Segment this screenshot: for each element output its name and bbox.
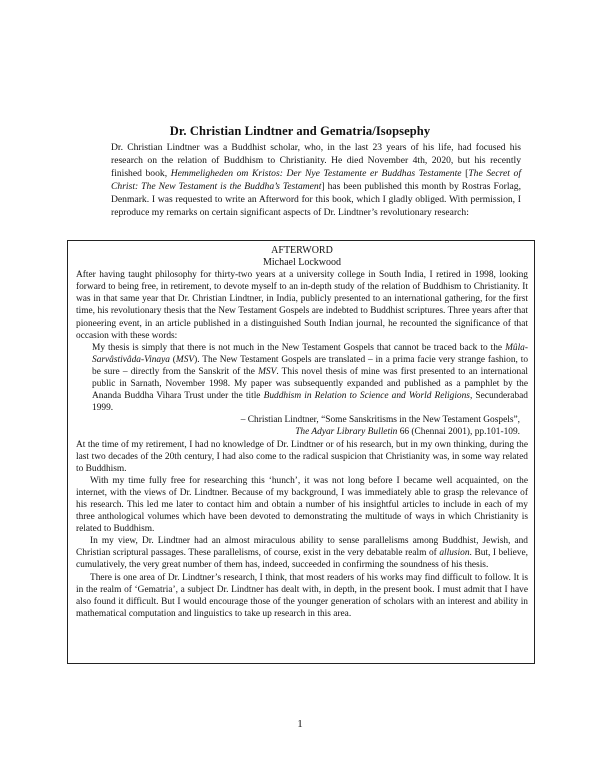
- source-journal: The Adyar Library Bulletin: [295, 427, 398, 438]
- book-title-english: The Secret of Christ: The New Testament is the Buddha’s Testament: [111, 168, 521, 192]
- quote-book-title: Buddhism in Relation to Science and World Religions: [263, 391, 470, 402]
- page-number: 1: [297, 718, 303, 730]
- quote-text-c: . This novel thesis of mine was first presented to an international public in Sarnath, November 1998. My paper was subsequently expanded and published as a pamphlet by the Ananda Buddha Vihara Trust under the title: [92, 366, 528, 402]
- intro-paragraph: Dr. Christian Lindtner was a Buddhist scholar, who, in the last 23 years of his life, had focused his research on the relation of Buddhism to Christianity. He died November 4th, 2020, but his recently finished book, Hemmeligheden om Kristos: Der Nye Testamente er Buddhas Testamente [The Secret of Christ: The New Testament is the Buddha’s Testament] has been published this month by Rostras Forlag, Denmark. I was requested to write an Afterword for this book, which I gladly obliged. With permission, I reproduce my remarks on certain significant aspects of Dr. Lindtner’s revolutionary research:: [111, 142, 521, 218]
- afterword-box: [67, 240, 535, 664]
- quote-msv-abbr: MSV: [175, 354, 195, 365]
- quote-source-line-2: [76, 426, 520, 438]
- quote-text-b: ). The New Testament Gospels are translated – in a prima facie very strange fashion, to be sure – directly from the Sanskrit of the: [92, 354, 529, 377]
- para4-text-b: . But, I believe, cumulatively, the very great number of them has, indeed, succeeded in confirming the soundness of his thesis.: [76, 548, 528, 571]
- quote-source-line-1: – Christian Lindtner, “Some Sanskritisms in the New Testament Gospels”,: [240, 415, 520, 426]
- afterword-paragraph-2: At the time of my retirement, I had no knowledge of Dr. Lindtner or of his research, but in my own thinking, during the last two decades of the 20th century, I had also come to the radical suspicion that Christianity was, in some way related to Buddhism.: [76, 439, 528, 474]
- source-details: 66 (Chennai 2001), pp.101-109.: [397, 427, 520, 438]
- afterword-author: Michael Lockwood: [262, 257, 342, 269]
- afterword-paragraph-3: With my time fully free for researching this ‘hunch’, it was not long before I became well acquainted, on the internet, with the views of Dr. Lindtner. Because of my background, I was immediately able to grasp the relevance of his research. This led me later to contact him and obtain a number of his insightful articles to include in each of my three anthological volumes which have been devoted to demonstrating the multitude of ways in which Christianity is related to Buddhism.: [76, 475, 528, 535]
- quote-text-a: My thesis is simply that there is not much in the New Testament Gospels that cannot be traced back to the: [92, 342, 506, 353]
- afterword-paragraph-1: After having taught philosophy for thirty-two years at a university college in South India, I retired in 1998, looking forward to being free, in retirement, to devote myself to an in-depth study of the relation of Buddhism to Christianity. It was in that same year that Dr. Christian Lindtner, in India, publicly presented to an international gathering, for the first time, his revolutionary thesis that the New Testament Gospels are indebted to Buddhist scriptures. Three years after that pioneering event, in an article published in a distinguished South Indian journal, he recounted the significance of that occasion with these words:: [76, 270, 528, 341]
- intro-text-1: Dr. Christian Lindtner was a Buddhist scholar, who, in the last 23 years of his life, had focused his research on the relation of Buddhism to Christianity. He died November 4th, 2020, but his recently finished book,: [111, 142, 521, 179]
- block-quote: My thesis is simply that there is not much in the New Testament Gospels that cannot be traced back to the Mûla-Sarvâstivâda-Vinaya (MSV). The New Testament Gospels are translated – in a prima facie very strange fashion, to be sure – directly from the Sanskrit of the MSV. This novel thesis of mine was first presented to an international public in Sarnath, November 1998. My paper was subsequently expanded and published as a pamphlet by the Ananda Buddha Vihara Trust under the title Buddhism in Relation to Science and World Religions, Secunderabad 1999.: [92, 342, 529, 414]
- afterword-heading: AFTERWORD: [271, 245, 333, 256]
- intro-text-2: has been published this month by Rostras Forlag, Denmark. I was requested to write an Afterword for this book, which I gladly obliged. With permission, I reproduce my remarks on certain significant aspects of Dr. Lindtner’s revolutionary research:: [111, 181, 521, 218]
- quote-msv-abbr-2: MSV: [258, 366, 277, 377]
- page-title: Dr. Christian Lindtner and Gematria/Isopsephy: [169, 124, 431, 138]
- para4-text-a: In my view, Dr. Lindtner had an almost miraculous ability to sense parallelisms among Buddhist, Jewish, and Christian scriptural passages. These parallelisms, of course, exist in the very debatable realm of: [76, 536, 528, 559]
- afterword-paragraph-5: There is one area of Dr. Lindtner’s research, I think, that most readers of his works may find difficult to follow. It is in the realm of ‘Gematria’, a subject Dr. Lindtner has dealt with, in depth, in the present book. I must admit that I have also found it difficult. But I would encourage those of the younger generation of scholars with an interest and ability in mathematical computation and linguistics to take up research in this area.: [76, 572, 528, 619]
- book-title-danish: Hemmeligheden om Kristos: Der Nye Testamente er Buddhas Testamente: [170, 168, 462, 179]
- quote-msv-title: Mûla-Sarvâstivâda-Vinaya: [92, 342, 528, 365]
- quote-text-d: , Secunderabad 1999.: [92, 391, 528, 414]
- para4-allusion: allusion: [439, 548, 470, 559]
- afterword-paragraph-4: [76, 535, 528, 571]
